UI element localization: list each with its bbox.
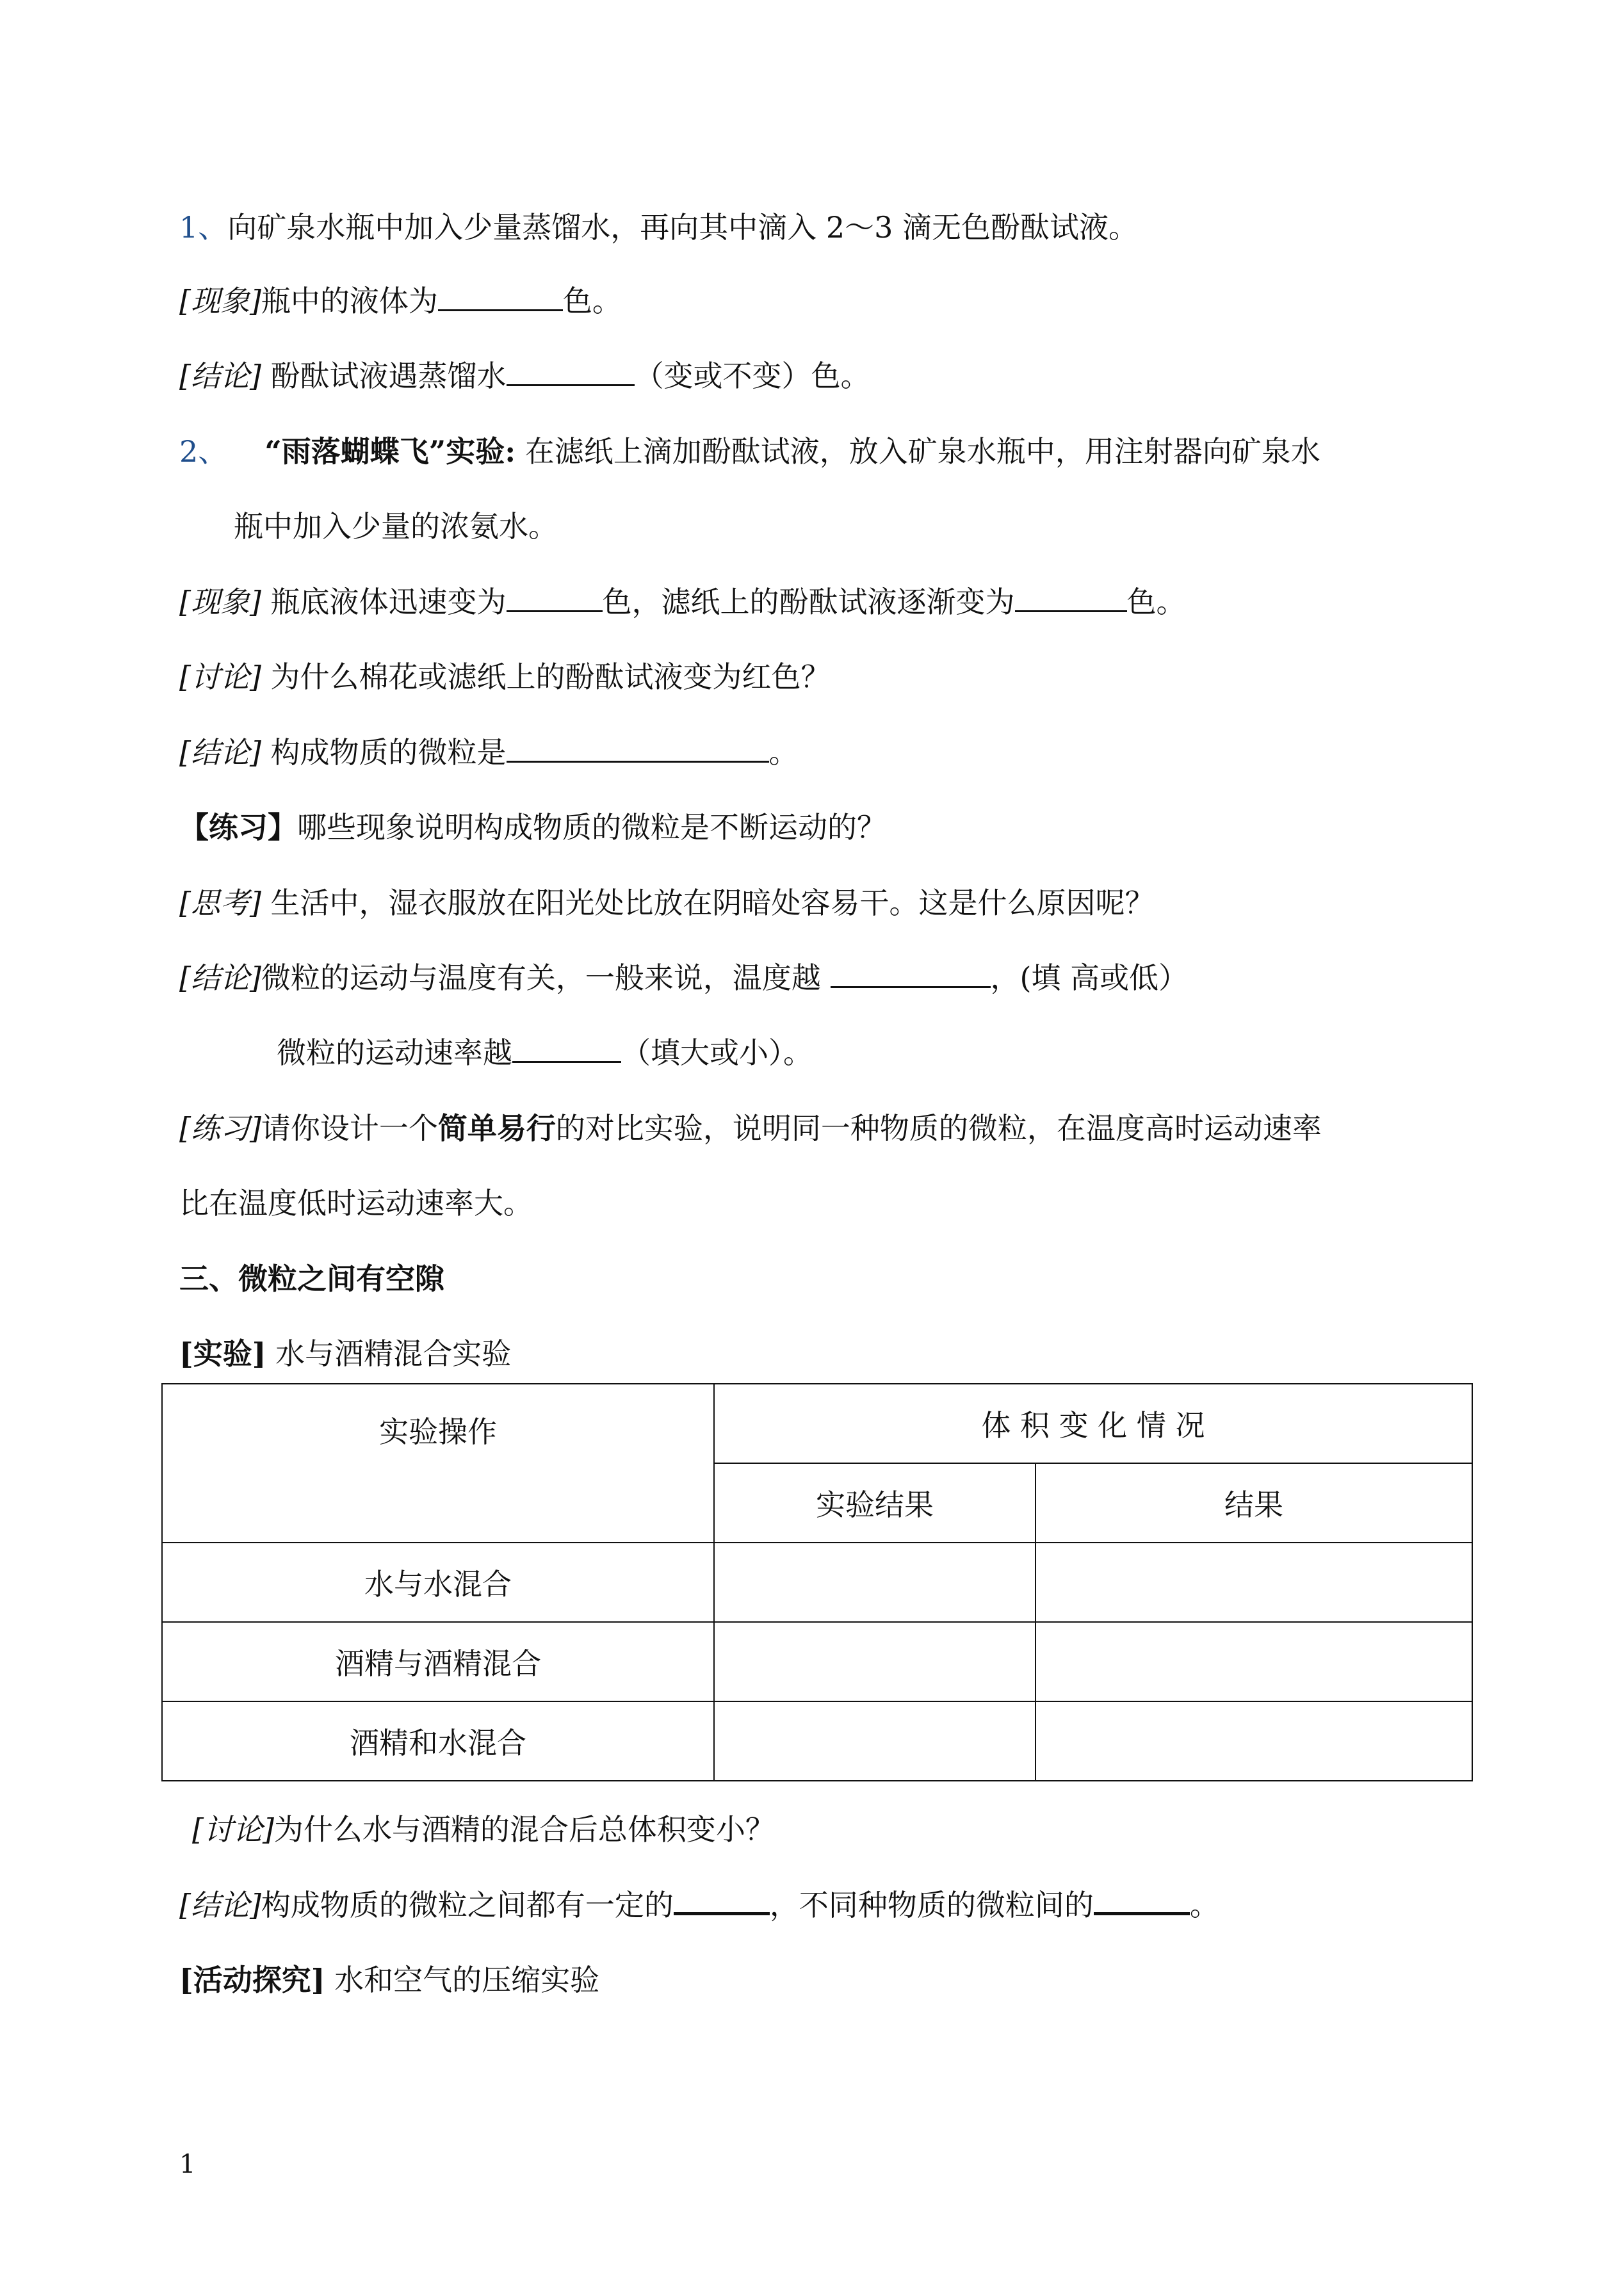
fill-blank [507, 585, 603, 612]
section3-conclusion-line [179, 1886, 1219, 1924]
think-text: 生活中，湿衣服放在阳光处比放在阴暗处容易干。这是什么原因呢？ [261, 886, 1155, 920]
section3-experiment-line [179, 1334, 511, 1373]
discussion-text: 为什么水与酒精的混合后总体积变小？ [273, 1812, 775, 1847]
table-row [162, 1622, 1472, 1701]
row-operation: 水与水混合 [162, 1543, 714, 1622]
practice-emphasis: 简单易行 [437, 1111, 556, 1146]
phenomenon-text-mid: 色，滤纸上的酚酞试液逐渐变为 [602, 585, 1015, 619]
item2-practice2-line [179, 1109, 1322, 1148]
item2-practice2-line2 [179, 1184, 533, 1222]
section3-discussion-line [192, 1810, 775, 1849]
item2-think-line [179, 884, 1155, 922]
experiment-text: 水与酒精混合实验 [266, 1336, 512, 1371]
table-row [162, 1701, 1472, 1781]
row-operation: 酒精与酒精混合 [162, 1622, 714, 1701]
item2-conclusion2-line2 [277, 1034, 813, 1072]
discussion-tag: [讨论] [192, 1812, 274, 1847]
fill-blank [1094, 1886, 1190, 1915]
conclusion-text: 微粒的运动与温度有关，一般来说，温度越 [261, 961, 831, 995]
practice-text-continued: 比在温度低时运动速率大。 [179, 1186, 533, 1220]
conclusion-text-end: （填大或小）。 [621, 1035, 813, 1070]
phenomenon-text-end: 色。 [1126, 585, 1186, 619]
item2-phenomenon-line [179, 583, 1186, 621]
think-tag: [思考] [179, 886, 261, 920]
fill-blank [674, 1886, 770, 1915]
fill-blank [831, 961, 991, 988]
phenomenon-text: 瓶底液体迅速变为 [261, 585, 507, 619]
item1-text: 向矿泉水瓶中加入少量蒸馏水，再向其中滴入 2～3 滴无色酚酞试液。 [227, 210, 1139, 245]
phenomenon-text: 瓶中的液体为 [261, 284, 438, 318]
item1-phenomenon-line [179, 282, 622, 320]
conclusion-text: 构成物质的微粒之间都有一定的 [261, 1888, 674, 1922]
item2-practice-line [179, 808, 886, 847]
fill-blank [512, 1035, 621, 1063]
fill-blank [1015, 585, 1127, 612]
section3-activity-line [179, 1961, 599, 1999]
activity-tag: [活动探究] [179, 1963, 325, 1997]
practice-text: 请你设计一个 [261, 1111, 438, 1146]
item2-colon: : [505, 434, 516, 469]
item1-conclusion-line [179, 357, 870, 395]
conclusion-text-mid: ，不同种物质的微粒间的 [769, 1888, 1094, 1922]
fill-blank [507, 359, 635, 386]
row-operation: 酒精和水混合 [162, 1701, 714, 1781]
item2-conclusion2-line [179, 959, 1188, 997]
item1-line [179, 208, 1138, 247]
row-conclusion-cell [1035, 1622, 1472, 1701]
conclusion-text-end: （变或不变）色。 [634, 359, 870, 393]
practice-text: 哪些现象说明构成物质的微粒是不断运动的？ [297, 810, 886, 845]
practice-tag: [练习] [179, 1111, 261, 1146]
conclusion-text: 微粒的运动速率越 [277, 1035, 512, 1070]
fill-blank [438, 284, 563, 311]
experiment-tag: [实验] [179, 1336, 266, 1371]
item1-number: 1、 [179, 210, 228, 245]
table-header-row [162, 1384, 1472, 1463]
phenomenon-text-end: 色。 [562, 284, 622, 318]
conclusion-text-end: 。 [1189, 1888, 1219, 1922]
phenomenon-tag: [现象] [179, 284, 261, 318]
header-result: 实验结果 [714, 1463, 1035, 1543]
discussion-tag: [讨论] [179, 660, 261, 694]
section-heading-text: 三、微粒之间有空隙 [179, 1261, 444, 1296]
item2-text-continued: 瓶中加入少量的浓氨水。 [234, 509, 558, 544]
row-result-cell [714, 1701, 1035, 1781]
page-number: 1 [179, 2150, 196, 2179]
item2-discussion-line [179, 658, 831, 696]
item2-text: 在滤纸上滴加酚酞试液，放入矿泉水瓶中，用注射器向矿泉水 [516, 434, 1320, 469]
practice-tag: 【练习】 [179, 810, 297, 845]
row-conclusion-cell [1035, 1543, 1472, 1622]
conclusion-text-end: 。 [768, 735, 799, 770]
practice-text-end: 的对比实验，说明同一种物质的微粒，在温度高时运动速率 [555, 1111, 1322, 1146]
conclusion-tag: [结论] [179, 735, 261, 770]
conclusion-text: 酚酞试液遇蒸馏水 [261, 359, 507, 393]
conclusion-text: 构成物质的微粒是 [261, 735, 507, 770]
discussion-text: 为什么棉花或滤纸上的酚酞试液变为红色？ [261, 660, 831, 694]
conclusion-tag: [结论] [179, 1888, 261, 1922]
item2-title: “雨落蝴蝶飞”实验 [264, 434, 505, 469]
header-volume-change: 体 积 变 化 情 况 [714, 1384, 1472, 1463]
item2-line2 [234, 507, 558, 546]
item2-number: 2、 [179, 434, 228, 469]
mixing-experiment-table [161, 1383, 1473, 1781]
activity-text: 水和空气的压缩实验 [325, 1963, 600, 1997]
fill-blank [507, 735, 769, 763]
table-row [162, 1543, 1472, 1622]
item2-line [179, 432, 1320, 471]
row-result-cell [714, 1622, 1035, 1701]
header-operation: 实验操作 [162, 1384, 714, 1543]
conclusion-tag: [结论] [179, 961, 261, 995]
conclusion-tag: [结论] [179, 359, 261, 393]
conclusion-text-end: ，(填 高或低） [990, 961, 1189, 995]
phenomenon-tag: [现象] [179, 585, 261, 619]
item2-conclusion-line [179, 733, 799, 772]
header-conclusion: 结果 [1035, 1463, 1472, 1543]
section3-heading [179, 1260, 444, 1298]
row-result-cell [714, 1543, 1035, 1622]
row-conclusion-cell [1035, 1701, 1472, 1781]
